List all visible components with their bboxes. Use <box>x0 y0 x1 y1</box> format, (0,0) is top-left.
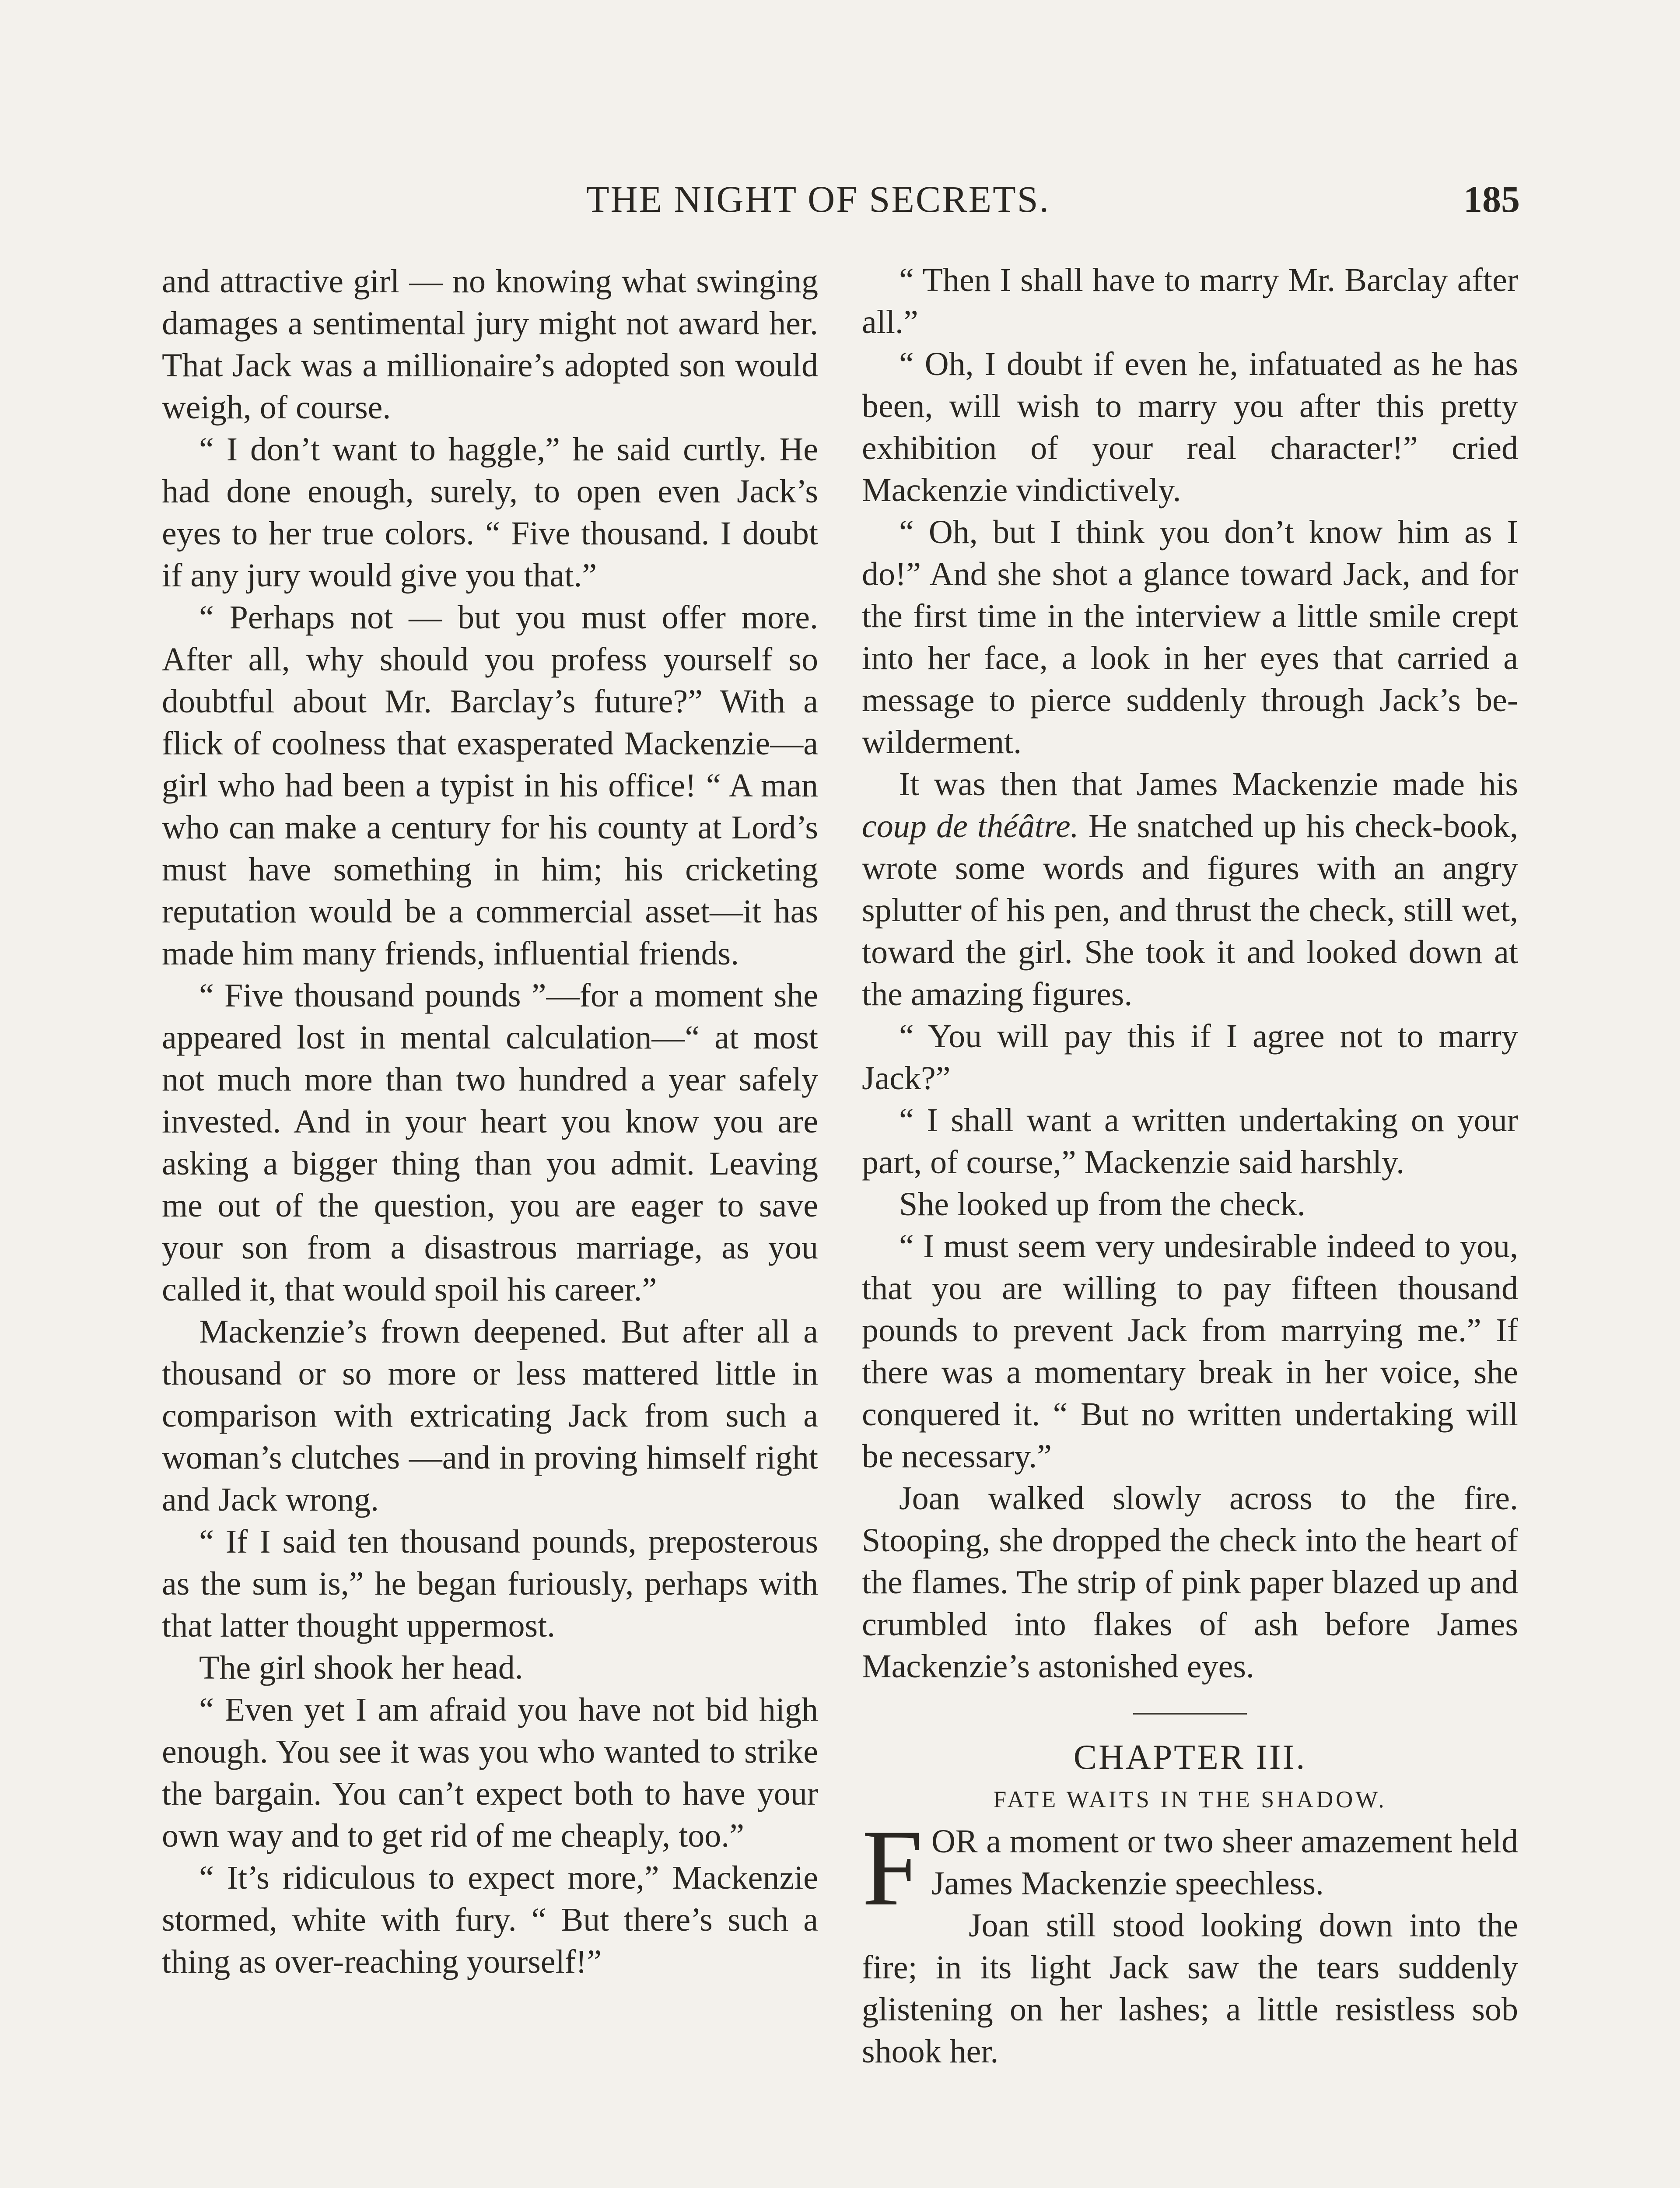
paragraph: “ Perhaps not — but you must offer more. After all, why should you profess yourself so doubtful about Mr. Barclay’s future?” With a flick of coolness that exasperated Mackenzie—a girl who had been a typist in his office! “ A man who can make a century for his county at Lord’s must have something in him; his cricketing reputation would be a commercial asset—it has made him many friends, influential friends. <box>162 599 818 972</box>
paragraph: “ If I said ten thousand pounds, preposterous as the sum is,” he began furiously, perhaps with that latter thought uppermost. <box>162 1523 818 1644</box>
paragraph: Mackenzie’s frown deepened. But after all a thousand or so more or less mattered little in comparison with extricating Jack from such a woman’s clutches —and in proving himself right and Jack wrong. <box>162 1313 818 1518</box>
paragraph: “ Five thousand pounds ”—for a moment she appeared lost in mental calculation—“ at most not much more than two hundred a year safely invested. And in your heart you know you are asking a bigger thing than you admit. Leaving me out of the question, you are eager to save your son from a disastrous marriage, as you called it, that would spoil his career.” <box>162 977 818 1308</box>
drop-cap: F <box>862 1807 923 1929</box>
chapter-opening-paragraph <box>862 1807 1518 1929</box>
chapter-title: CHAPTER III. <box>1073 1738 1307 1777</box>
paragraph: and attractive girl — no knowing what swinging damages a sentimental jury might not award her. That Jack was a millionaire’s adopted son would weigh, of course. <box>162 263 818 426</box>
paragraph: “ Oh, but I think you don’t know him as I do!” And she shot a glance toward Jack, and for the first time in the interview a little smile crept into her face, a look in her eyes that carried a message to pierce suddenly through Jack’s bewilderment. <box>862 514 1518 761</box>
paragraph: She looked up from the check. <box>899 1186 1306 1223</box>
paragraph: Joan walked slowly across to the fire. Stooping, she dropped the check into the heart of the flames. The strip of pink paper blazed up and crumbled into flakes of ash before James Mackenzie’s astonished eyes. <box>862 1480 1518 1685</box>
page-number: 185 <box>1463 178 1520 220</box>
paragraph: “ I must seem very undesirable indeed to you, that you are willing to pay fifteen thousand pounds to prevent Jack from marrying me.” If there was a momentary break in her voice, she conquered it. “ But no written undertaking will be necessary.” <box>862 1228 1518 1475</box>
coup-italic: coup de théâtre. <box>862 808 1079 845</box>
left-column <box>162 260 818 1983</box>
section-divider <box>1133 1713 1247 1715</box>
coup-lead: It was then that James Mackenzie made his <box>899 766 1518 803</box>
paragraph: “ Oh, I doubt if even he, infatuated as he has been, will wish to marry you after this pretty exhibition of your real character!” cried Mackenzie vindictively. <box>862 346 1518 508</box>
chapter-subtitle: FATE WAITS IN THE SHADOW. <box>993 1786 1387 1813</box>
paragraph: The girl shook her head. <box>199 1649 523 1686</box>
running-header <box>0 177 1680 225</box>
paragraph: “ Then I shall have to marry Mr. Barclay after all.” <box>862 262 1518 340</box>
paragraph: “ I don’t want to haggle,” he said curtly. He had done enough, surely, to open even Jack’s eyes to her true colors. “ Five thousand. I doubt if any jury would give you that.” <box>162 431 818 594</box>
paragraph: “ It’s ridiculous to expect more,” Mackenzie stormed, white with fury. “ But there’s such a thing as over-reaching yourself!” <box>162 1859 818 1980</box>
running-title: THE NIGHT OF SECRETS. <box>586 178 1050 220</box>
paragraph: Joan still stood looking down into the fire; in its light Jack saw the tears suddenly glistening on her lashes; a little resistless sob shook her. <box>862 1907 1518 2070</box>
paragraph: “ You will pay this if I agree not to marry Jack?” <box>862 1018 1518 1097</box>
opening-text: OR a moment or two sheer amazement held James Mackenzie speechless. <box>931 1823 1518 1902</box>
paragraph-coup <box>862 763 1518 1015</box>
coup-rest: He snatched up his check-book, wrote some words and figures with an angry splutter of his pen, and thrust the check, still wet, toward the girl. She took it and looked down at the amazing figures. <box>862 808 1519 1013</box>
paragraph: “ Even yet I am afraid you have not bid high enough. You see it was you who wanted to strike the bargain. You can’t expect both to have your own way and to get rid of me cheaply, too.” <box>162 1691 818 1854</box>
paragraph: “ I shall want a written undertaking on your part, of course,” Mackenzie said harshly. <box>862 1102 1518 1181</box>
right-column <box>862 259 1518 2072</box>
